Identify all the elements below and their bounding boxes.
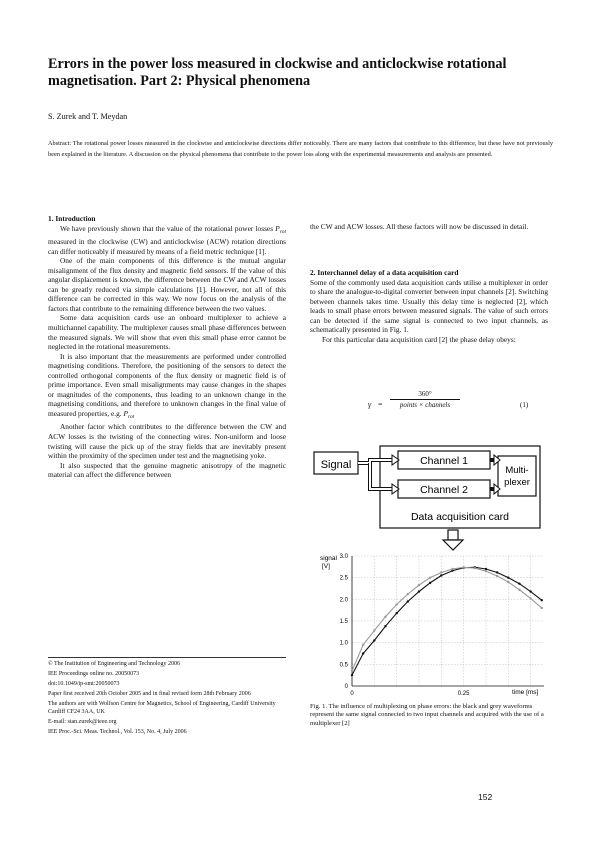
intro-paragraph-5: Another factor which contributes to the difference between the CW and ACW losses is the twisting of the connecting wires. Non-uniform and loose twisting will cause the pick up of the stray fields that are inevitably present within the proximity of the specimen under test and the magnetising yoke. bbox=[48, 422, 286, 461]
series-point-2 bbox=[474, 567, 476, 569]
intro-p4-text: It is also important that the measurements are performed under controlled magnetising conditions. Therefore, the positioning of the sensors to detect the controlled orthogonal components of the flux density or magnetic field is of prime importance. Even small misalignments may cause changes in the shapes or magnitudes of the components, thus leading to an unknown change in the magnetising conditions, and therefore to unknown changes in the final value of measured properties, e.g. bbox=[48, 351, 286, 418]
equation-number: (1) bbox=[520, 401, 529, 409]
series-point-1 bbox=[373, 639, 375, 641]
footnote-online-no: IEE Proceedings online no. 20050073 bbox=[48, 671, 140, 677]
prot-subscript: rot bbox=[279, 228, 286, 235]
multiplexer-box bbox=[498, 456, 536, 496]
series-line-2 bbox=[352, 567, 542, 671]
series-point-2 bbox=[462, 566, 464, 568]
series-point-2 bbox=[507, 581, 509, 583]
figure-caption: Fig. 1. The influence of multiplexing on phase errors: the black and grey waveforms represent the same signal connected to two input channels and acquired with the use of a multiplexer [2] bbox=[310, 703, 544, 727]
multiplexer-label-2: plexer bbox=[504, 477, 530, 488]
channel-2-label: Channel 2 bbox=[420, 484, 468, 496]
series-point-1 bbox=[496, 571, 498, 573]
intro-paragraph-1 bbox=[48, 224, 286, 257]
series-point-2 bbox=[496, 575, 498, 577]
intro-paragraph-2: One of the main components of this difference is the mutual angular misalignment of the flux density and magnetic field sensors. If the value of this angular displacement is known, the difference between the CW and ACW losses can be greatly reduced via simple calculations [1]. However, not all of this difference can be corrected in this way. We now focus on the analysis of the factors that contribute to the remaining difference between the two values. bbox=[48, 256, 286, 313]
page-number: 152 bbox=[478, 792, 493, 802]
equation-equals: = bbox=[378, 400, 383, 409]
series-point-2 bbox=[518, 589, 520, 591]
series-point-1 bbox=[362, 652, 364, 654]
signal-label: Signal bbox=[320, 459, 352, 471]
x-axis-label: time [ms] bbox=[512, 689, 539, 696]
section-2-paragraph-2: For this particular data acquisition card [2] the phase delay obeys: bbox=[322, 334, 516, 344]
intro-paragraph-6: It also suspected that the genuine magnetic anisotropy of the magnetic material can affect the difference between bbox=[48, 460, 286, 480]
series-point-1 bbox=[351, 674, 353, 676]
abstract: Abstract: The rotational power losses measured in the clockwise and anticlockwise directions differ noticeably. There are many factors that contribute to this difference, but these have not previously been explained in the literature. A discussion on the physical phenomena that contribute to the power loss along with the experimental measurements and analysis are presented. bbox=[48, 140, 553, 159]
series-point-2 bbox=[362, 644, 364, 646]
left-column bbox=[48, 214, 286, 480]
section-2-paragraph-1: Some of the commonly used data acquisition cards utilise a multiplexer in order to share the analogue-to-digital converter between input channels [2]. Switching between channels takes time. Usually this delay time is neglected [2], which leads to small phase errors between measured signals. The value of such errors can be detected if the same signal is connected to two input channels, as schematically presented in Fig. 1. bbox=[310, 277, 548, 335]
intro-paragraph-3: Some data acquisition cards use an onboard multiplexer to achieve a multichannel capability. The multiplexer causes small phase differences between the measured signals. We will show that even this small phase error cannot be neglected in the rotational measurements. bbox=[48, 313, 286, 352]
series-point-1 bbox=[418, 590, 420, 592]
series-point-2 bbox=[440, 571, 442, 573]
channel-1-label: Channel 1 bbox=[420, 455, 468, 467]
plot-area bbox=[340, 554, 544, 697]
down-arrow-shaft bbox=[448, 530, 458, 540]
equation-denominator: points × channels bbox=[399, 401, 451, 409]
series-point-1 bbox=[518, 583, 520, 585]
series-point-2 bbox=[384, 615, 386, 617]
series-point-1 bbox=[429, 582, 431, 584]
series-point-1 bbox=[507, 576, 509, 578]
multiplexer-label-1: Multi- bbox=[505, 465, 529, 476]
prot-subscript-2: rot bbox=[127, 413, 135, 420]
intro-paragraph-6-continued: the CW and ACW losses. All these factors will now be discussed in detail. bbox=[310, 222, 529, 231]
right-column-continuation bbox=[310, 222, 548, 232]
section-2 bbox=[310, 268, 548, 344]
series-point-1 bbox=[485, 568, 487, 570]
series-point-2 bbox=[373, 629, 375, 631]
series-point-2 bbox=[541, 607, 543, 609]
authors: S. Zurek and T. Meydan bbox=[48, 112, 128, 121]
series-point-1 bbox=[541, 599, 543, 601]
card-label: Data acquisition card bbox=[410, 511, 510, 523]
equation-fraction bbox=[390, 390, 460, 409]
series-point-1 bbox=[395, 612, 397, 614]
block-diagram bbox=[312, 444, 542, 552]
y-tick-label: 0 bbox=[344, 684, 348, 690]
prot-symbol: P bbox=[275, 223, 280, 233]
series-point-2 bbox=[529, 597, 531, 599]
y-axis-label-1: signal bbox=[320, 555, 337, 562]
y-tick-label: 2.5 bbox=[339, 575, 348, 582]
footnote-rule bbox=[48, 657, 286, 658]
footnotes bbox=[48, 660, 286, 738]
y-tick-label: 1.0 bbox=[339, 640, 348, 647]
waveform-chart bbox=[312, 548, 548, 698]
intro-paragraph-4 bbox=[48, 352, 286, 423]
footnote-journal: IEE Proc.-Sci. Meas. Technol., Vol. 153, No. 4, July 2006 bbox=[48, 729, 187, 735]
series-point-1 bbox=[440, 574, 442, 576]
x-tick-label: 0.25 bbox=[457, 691, 470, 697]
equation-lhs: γ bbox=[368, 400, 372, 409]
series-point-2 bbox=[429, 576, 431, 578]
equation-numerator: 360° bbox=[418, 390, 432, 398]
footnote-copyright: © The Institution of Engineering and Technology 2006 bbox=[48, 661, 181, 667]
y-tick-label: 0.5 bbox=[339, 662, 348, 669]
intro-p1-text-b: measured in the clockwise (CW) and anticlockwise (ACW) rotation directions can differ noticeably if measured by means of a field metric technique [1]. bbox=[48, 237, 286, 256]
footnote-affiliation: The authors are with Wolfson Centre for Magnetics, School of Engineering, Cardiff University Cardiff CF24 3AA, UK bbox=[48, 701, 276, 715]
series-point-1 bbox=[384, 625, 386, 627]
series-point-2 bbox=[418, 584, 420, 586]
footnote-received: Paper first received 20th October 2005 and in final revised form 28th February 2006 bbox=[48, 691, 251, 697]
footnote-email: E-mail: stan.zurek@ieee.org bbox=[48, 719, 117, 725]
y-axis-label-2: [V] bbox=[322, 563, 330, 570]
series-point-2 bbox=[485, 570, 487, 572]
prot-symbol-2: P bbox=[123, 408, 128, 418]
series-point-2 bbox=[351, 670, 353, 672]
x-tick-label: 0 bbox=[350, 691, 354, 697]
intro-p1-text-a: We have previously shown that the value of the rotational power losses bbox=[60, 223, 276, 233]
equation-1 bbox=[340, 388, 555, 420]
series-point-1 bbox=[529, 590, 531, 592]
section-2-heading: 2. Interchannel delay of a data acquisition card bbox=[310, 268, 459, 277]
series-point-1 bbox=[407, 600, 409, 602]
section-1-heading: 1. Introduction bbox=[48, 214, 96, 223]
footnote-doi: doi:10.1049/ip-smt:20050073 bbox=[48, 681, 120, 687]
y-tick-label: 1.5 bbox=[339, 619, 348, 625]
series-point-2 bbox=[395, 603, 397, 605]
series-point-2 bbox=[451, 568, 453, 570]
y-tick-label: 3.0 bbox=[339, 554, 348, 560]
y-tick-label: 2.0 bbox=[339, 597, 348, 604]
series-point-2 bbox=[407, 593, 409, 595]
fraction-bar bbox=[390, 399, 460, 400]
paper-title: Errors in the power loss measured in clockwise and anticlockwise rotational magnetisation. Part 2: Physical phenomena bbox=[48, 56, 507, 89]
